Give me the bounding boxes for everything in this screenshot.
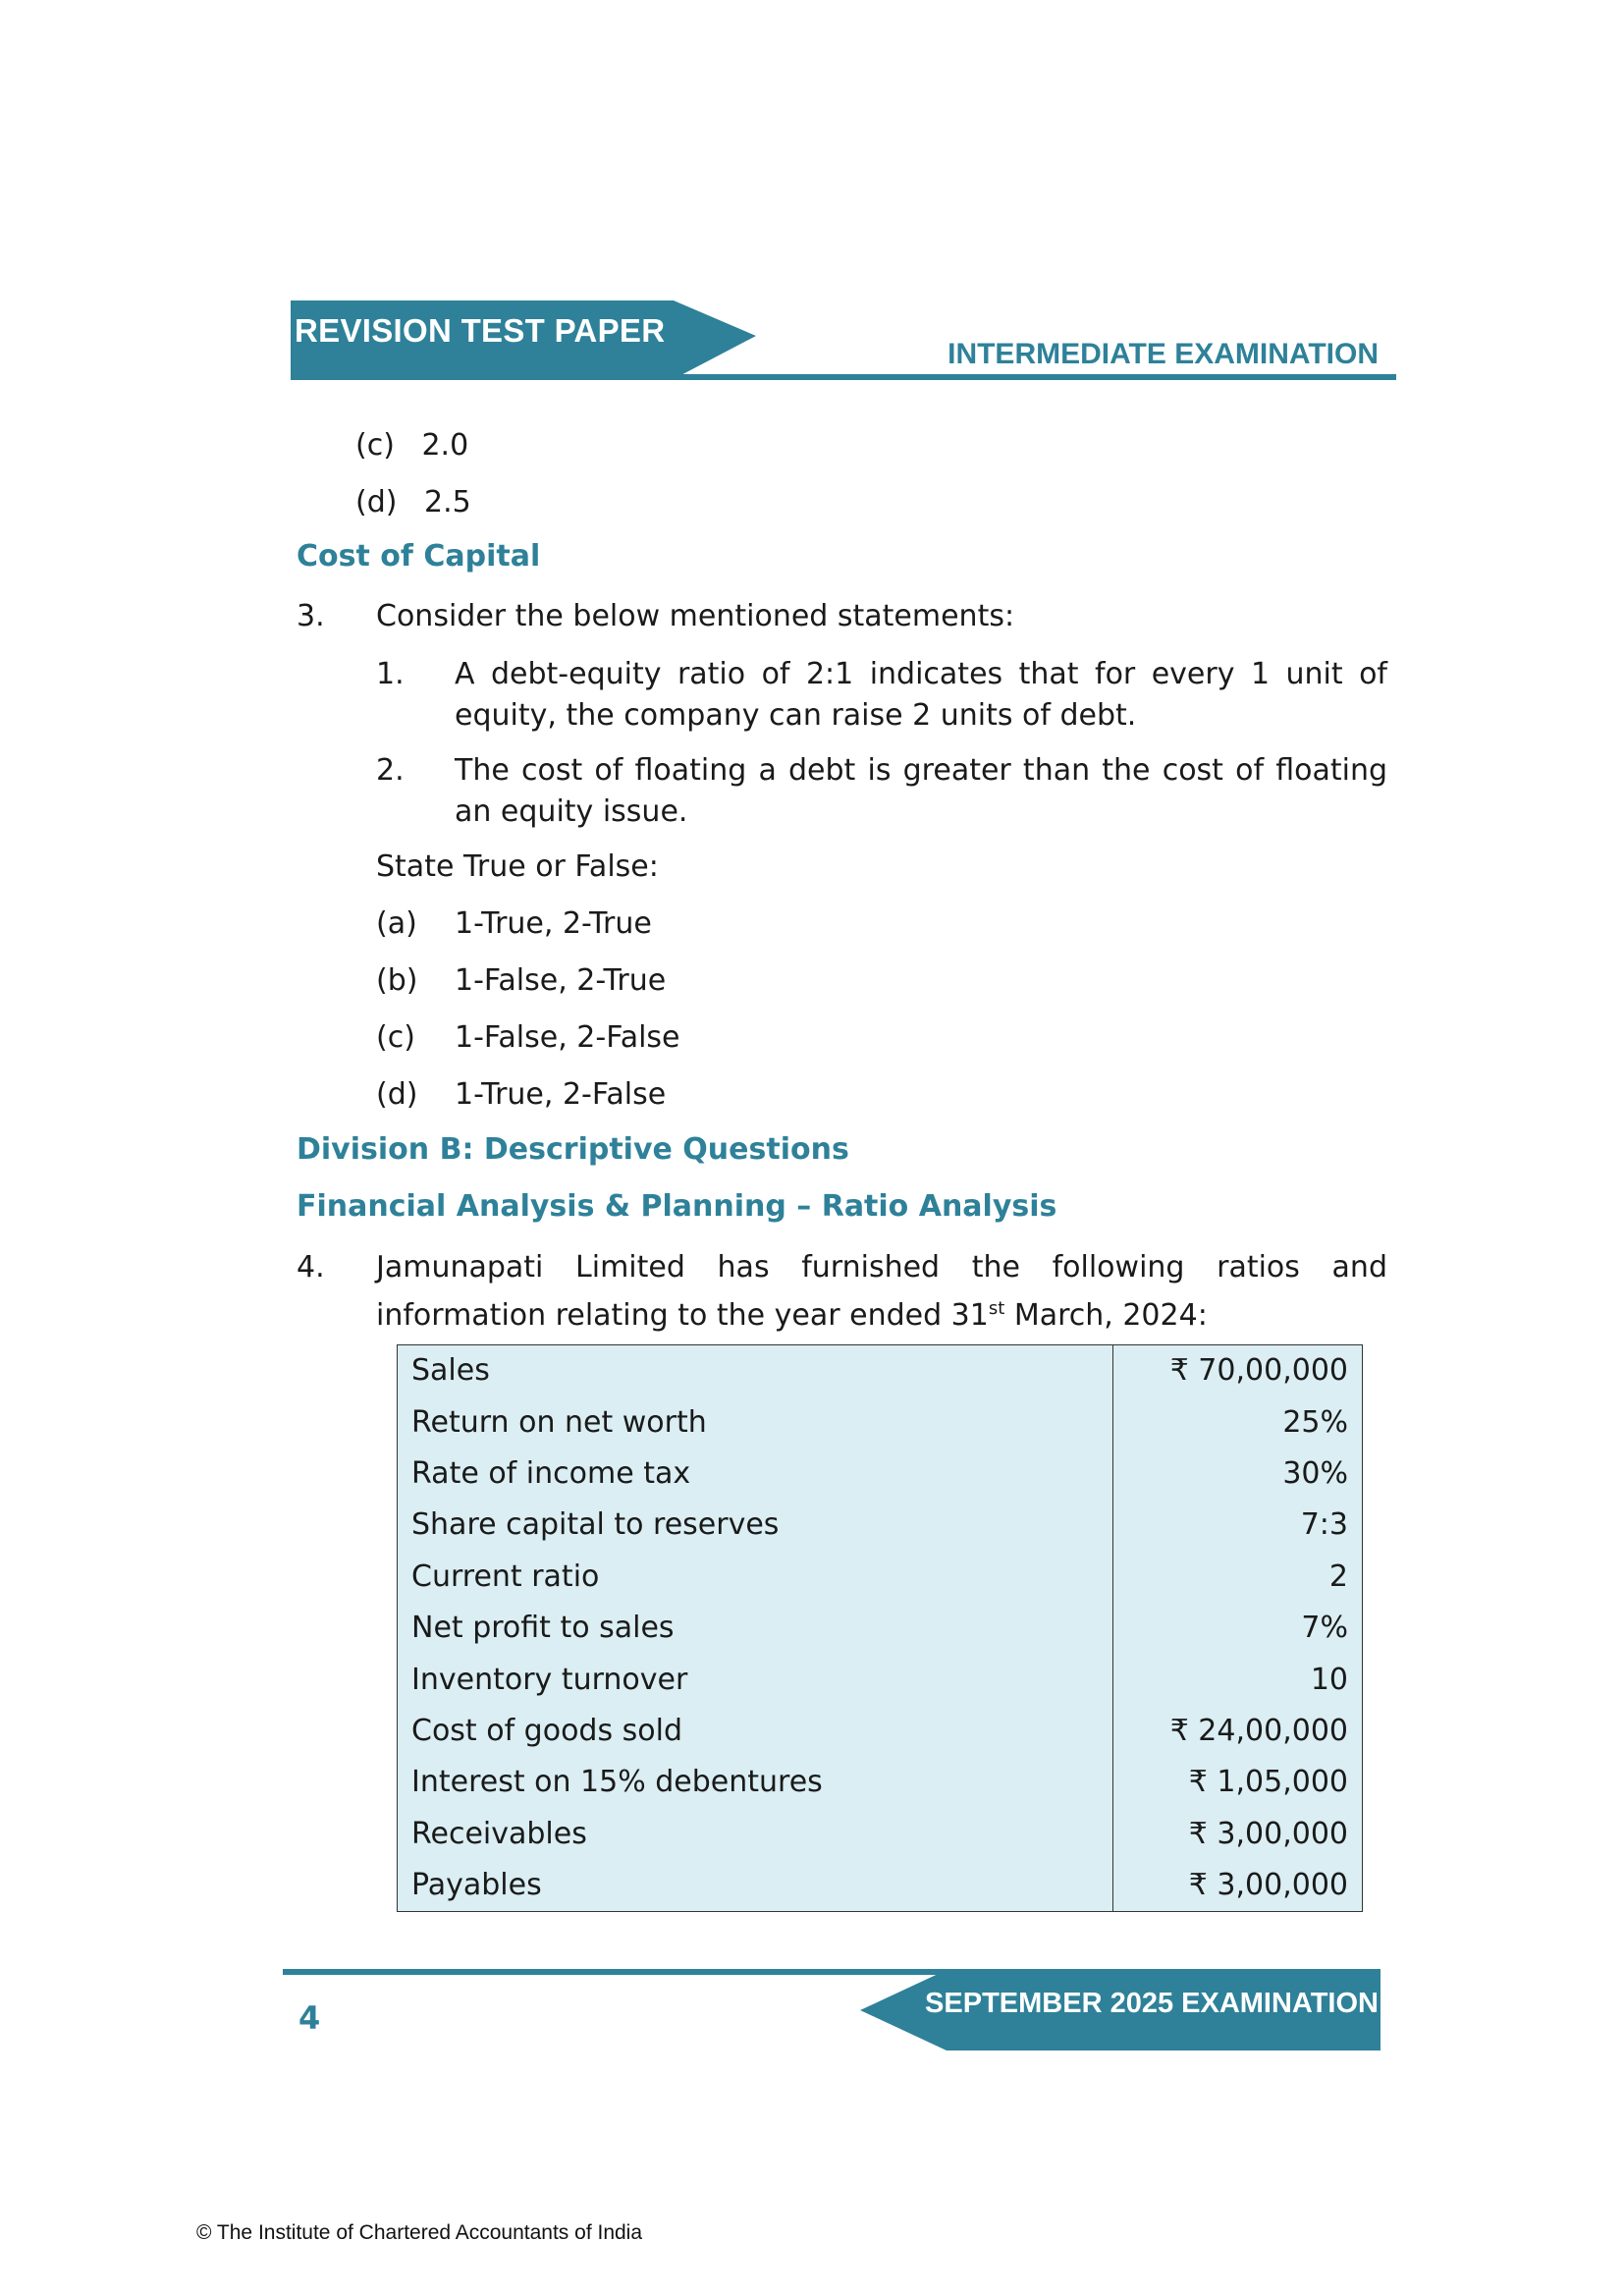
q2-option-c: (c) 2.0: [355, 428, 469, 463]
row-label: Receivables: [398, 1809, 1113, 1860]
row-value: 2: [1328, 1558, 1348, 1594]
q3-option-a-label: (a): [376, 906, 417, 941]
row-label: Cost of goods sold: [398, 1706, 1113, 1757]
header-banner-title: REVISION TEST PAPER: [295, 312, 666, 349]
q4-stem: Jamunapati Limited has furnished the following ratios and information relating to the year ended 31st March, 2024:: [376, 1250, 1387, 1333]
row-value: 30%: [1282, 1455, 1348, 1491]
section-heading-ratio-analysis: Financial Analysis & Planning – Ratio Analysis: [297, 1189, 1057, 1224]
row-value: ₹ 3,00,000: [1188, 1868, 1348, 1903]
q3-option-a-text: 1-True, 2-True: [455, 906, 652, 941]
footer-exam-session: SEPTEMBER 2025 EXAMINATION: [925, 1988, 1379, 2019]
row-value: 7:3: [1300, 1507, 1348, 1543]
row-label: Current ratio: [398, 1552, 1113, 1603]
q3-number: 3.: [297, 599, 325, 633]
q3-statement-1-text: A debt-equity ratio of 2:1 indicates that for every 1 unit of equity, the company can raise 2 units of debt.: [455, 657, 1387, 733]
row-label: Inventory turnover: [398, 1654, 1113, 1705]
table-row: [398, 1500, 1363, 1551]
section-heading-cost-of-capital: Cost of Capital: [297, 539, 541, 574]
row-label: Interest on 15% debentures: [398, 1757, 1113, 1808]
table-row: [398, 1809, 1363, 1860]
q2-option-d: (d) 2.5: [355, 485, 471, 519]
row-label: Share capital to reserves: [398, 1500, 1113, 1551]
q3-statement-2-text: The cost of floating a debt is greater than the cost of floating an equity issue.: [455, 753, 1387, 829]
q3-option-c-text: 1-False, 2-False: [455, 1020, 680, 1055]
table-row: [398, 1757, 1363, 1808]
row-value: ₹ 70,00,000: [1169, 1353, 1348, 1389]
copyright-notice: © The Institute of Chartered Accountants of India: [196, 2221, 643, 2244]
ratio-table-body: [398, 1345, 1363, 1912]
q3-option-d-label: (d): [376, 1077, 418, 1112]
q3-option-d-text: 1-True, 2-False: [455, 1077, 667, 1112]
row-label: Sales: [398, 1345, 1113, 1397]
row-value: ₹ 24,00,000: [1169, 1713, 1348, 1748]
row-label: Net profit to sales: [398, 1603, 1113, 1654]
row-label: Rate of income tax: [398, 1449, 1113, 1500]
row-value: ₹ 1,05,000: [1188, 1765, 1348, 1800]
table-row: [398, 1603, 1363, 1654]
q3-option-b-text: 1-False, 2-True: [455, 963, 667, 998]
table-row: [398, 1449, 1363, 1500]
q4-number: 4.: [297, 1250, 325, 1285]
table-row: [398, 1654, 1363, 1705]
row-label: Return on net worth: [398, 1396, 1113, 1448]
q3-option-c-label: (c): [376, 1020, 415, 1055]
row-value: ₹ 3,00,000: [1188, 1816, 1348, 1851]
page-number: 4: [298, 1999, 321, 2037]
table-row: [398, 1345, 1363, 1397]
q3-statement-1-number: 1.: [376, 657, 405, 691]
q3-option-b-label: (b): [376, 963, 418, 998]
q3-stem: Consider the below mentioned statements:: [376, 599, 1015, 633]
table-row: [398, 1706, 1363, 1757]
table-row: [398, 1396, 1363, 1448]
header-exam-label: INTERMEDIATE EXAMINATION: [947, 338, 1379, 370]
q3-instruction: State True or False:: [376, 849, 659, 884]
q3-statement-2-number: 2.: [376, 753, 405, 788]
table-row: [398, 1552, 1363, 1603]
row-value: 7%: [1301, 1611, 1348, 1646]
section-heading-division-b: Division B: Descriptive Questions: [297, 1132, 849, 1167]
header-divider: [291, 374, 1396, 380]
row-value: 25%: [1282, 1404, 1348, 1440]
ratio-data-table: [397, 1344, 1363, 1912]
row-label: Payables: [398, 1860, 1113, 1912]
row-value: 10: [1310, 1662, 1348, 1697]
table-row: [398, 1860, 1363, 1912]
